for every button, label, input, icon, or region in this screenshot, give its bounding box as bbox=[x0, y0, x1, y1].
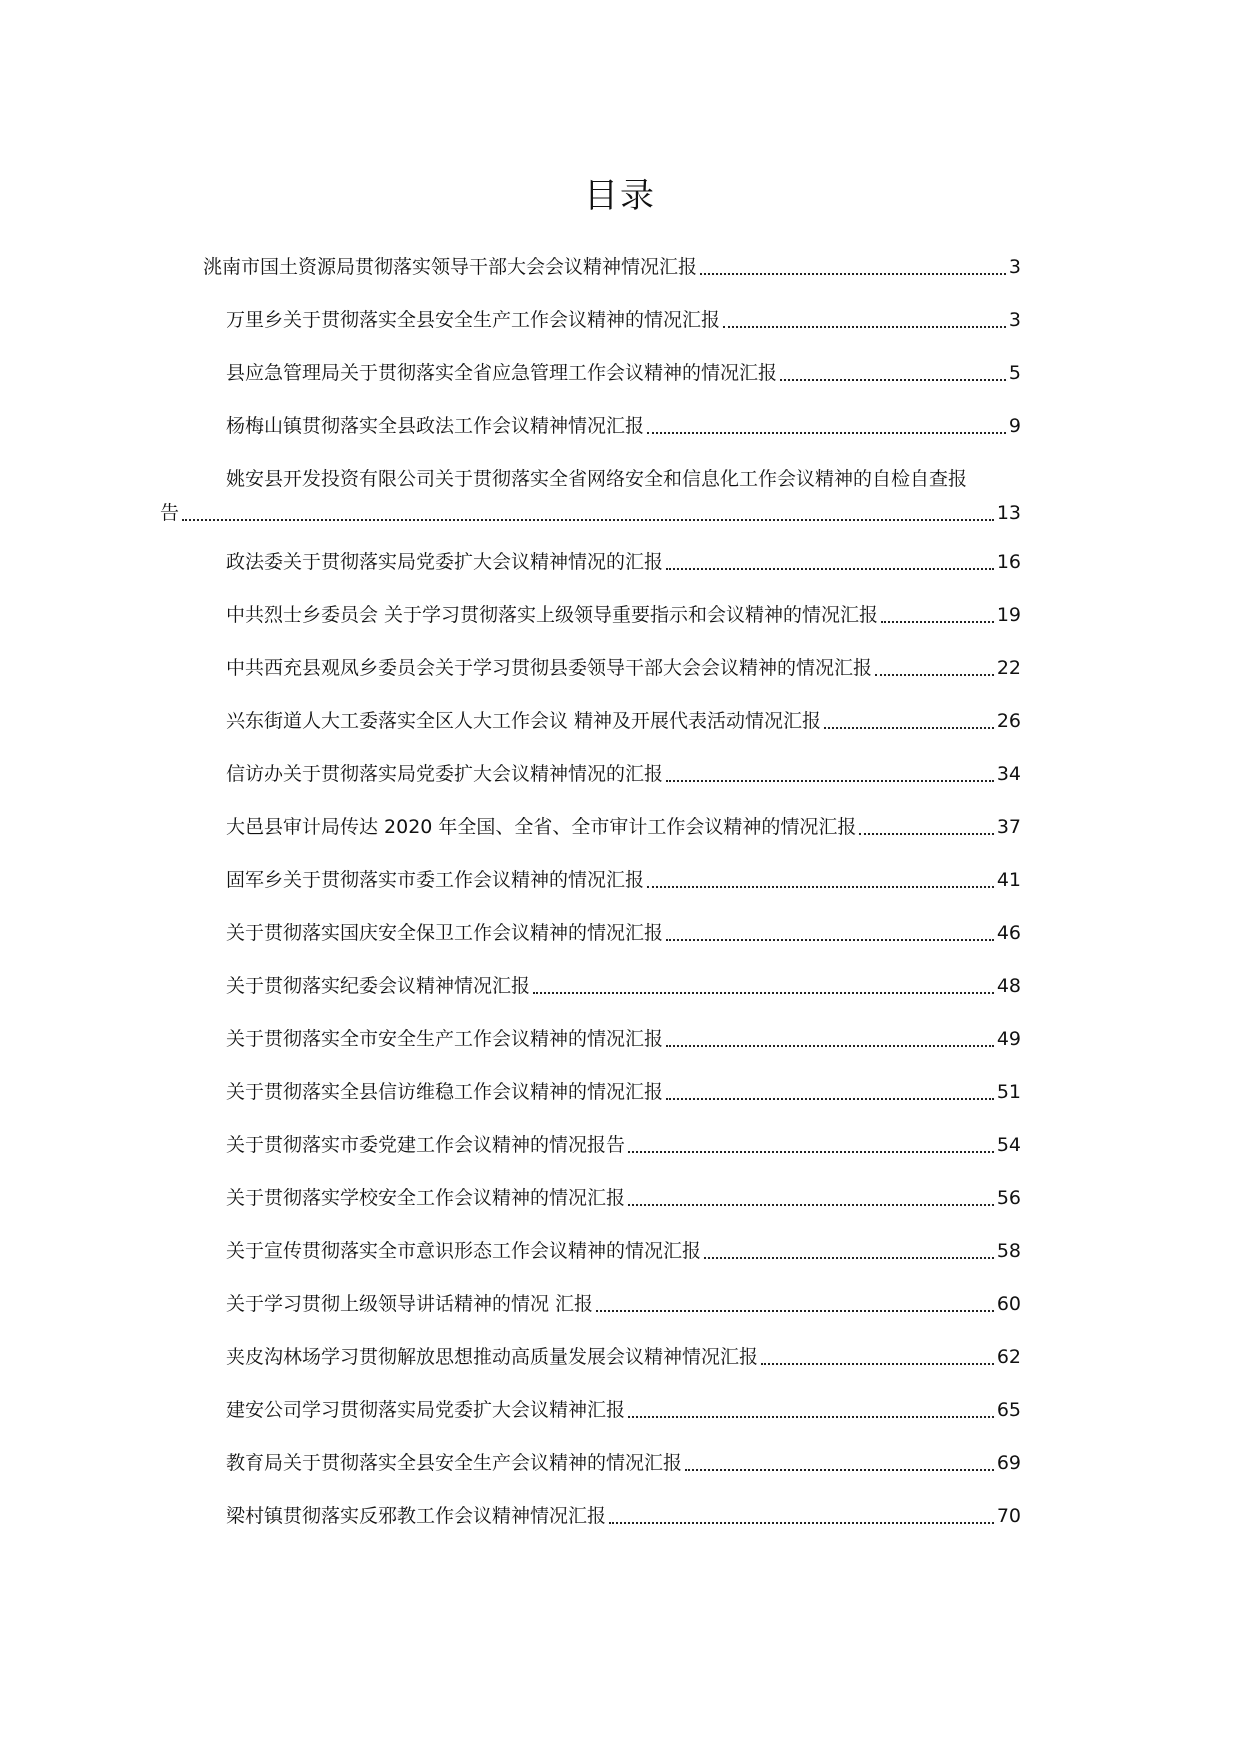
dot-leader bbox=[875, 674, 994, 676]
toc-entry-page: 9 bbox=[1008, 415, 1021, 437]
dot-leader bbox=[685, 1469, 994, 1471]
toc-entry-page: 16 bbox=[996, 551, 1021, 573]
dot-leader bbox=[666, 1098, 994, 1100]
toc-entry-title: 关于贯彻落实全市安全生产工作会议精神的情况汇报 bbox=[226, 1028, 664, 1050]
dot-leader bbox=[666, 780, 994, 782]
dot-leader bbox=[647, 886, 994, 888]
toc-entry-title: 夹皮沟林场学习贯彻解放思想推动高质量发展会议精神情况汇报 bbox=[226, 1346, 759, 1368]
toc-entry-title: 杨梅山镇贯彻落实全县政法工作会议精神情况汇报 bbox=[226, 415, 645, 437]
toc-entry[interactable] bbox=[226, 969, 1021, 1003]
dot-leader bbox=[881, 621, 994, 623]
toc-entry[interactable] bbox=[226, 1075, 1021, 1109]
toc-entry[interactable] bbox=[226, 356, 1021, 390]
toc-entry-page: 60 bbox=[996, 1293, 1021, 1315]
toc-entry-page: 49 bbox=[996, 1028, 1021, 1050]
toc-entry-page: 65 bbox=[996, 1399, 1021, 1421]
toc-entry[interactable] bbox=[226, 651, 1021, 685]
toc-entry-title: 万里乡关于贯彻落实全县安全生产工作会议精神的情况汇报 bbox=[226, 309, 721, 331]
dot-leader bbox=[596, 1310, 994, 1312]
toc-entry[interactable] bbox=[226, 1234, 1021, 1268]
toc-entry-title: 关于贯彻落实纪委会议精神情况汇报 bbox=[226, 975, 531, 997]
toc-entry-page: 70 bbox=[996, 1505, 1021, 1527]
toc-entry-title: 中共烈士乡委员会 关于学习贯彻落实上级领导重要指示和会议精神的情况汇报 bbox=[226, 604, 879, 626]
toc-entry-title: 关于贯彻落实国庆安全保卫工作会议精神的情况汇报 bbox=[226, 922, 664, 944]
toc-entry-page: 13 bbox=[996, 502, 1021, 524]
toc-entry-title: 教育局关于贯彻落实全县安全生产会议精神的情况汇报 bbox=[226, 1452, 683, 1474]
toc-entry-title: 关于学习贯彻上级领导讲话精神的情况 汇报 bbox=[226, 1293, 594, 1315]
toc-entry[interactable] bbox=[226, 303, 1021, 337]
toc-entry-page: 34 bbox=[996, 763, 1021, 785]
toc-entry[interactable] bbox=[226, 916, 1021, 950]
toc-entry-page: 3 bbox=[1008, 309, 1021, 331]
toc-entry-page: 3 bbox=[1008, 256, 1021, 278]
toc-entry[interactable] bbox=[226, 545, 1021, 579]
toc-entry[interactable] bbox=[226, 1022, 1021, 1056]
dot-leader bbox=[700, 273, 1006, 275]
toc-entry-page: 41 bbox=[996, 869, 1021, 891]
toc-entry-page: 58 bbox=[996, 1240, 1021, 1262]
dot-leader bbox=[780, 379, 1006, 381]
toc-entry-page: 56 bbox=[996, 1187, 1021, 1209]
dot-leader bbox=[182, 519, 994, 521]
toc-entry-page: 37 bbox=[996, 816, 1021, 838]
toc-entry[interactable] bbox=[226, 1128, 1021, 1162]
toc-entry-title: 关于贯彻落实全县信访维稳工作会议精神的情况汇报 bbox=[226, 1081, 664, 1103]
toc-entry-page: 26 bbox=[996, 710, 1021, 732]
dot-leader bbox=[628, 1204, 994, 1206]
toc-entry-page: 69 bbox=[996, 1452, 1021, 1474]
dot-leader bbox=[609, 1522, 994, 1524]
toc-entry-title: 大邑县审计局传达 2020 年全国、全省、全市审计工作会议精神的情况汇报 bbox=[226, 816, 857, 838]
dot-leader bbox=[859, 833, 993, 835]
dot-leader bbox=[824, 727, 994, 729]
toc-entry-page: 54 bbox=[996, 1134, 1021, 1156]
toc-entry-title: 政法委关于贯彻落实局党委扩大会议精神情况的汇报 bbox=[226, 551, 664, 573]
toc-entry-page: 51 bbox=[996, 1081, 1021, 1103]
toc-entry[interactable] bbox=[226, 1287, 1021, 1321]
toc-entry-title: 中共西充县观凤乡委员会关于学习贯彻县委领导干部大会会议精神的情况汇报 bbox=[226, 657, 873, 679]
toc-entry[interactable] bbox=[226, 598, 1021, 632]
toc-entry-page: 19 bbox=[996, 604, 1021, 626]
toc-entry[interactable] bbox=[226, 1340, 1021, 1374]
dot-leader bbox=[723, 326, 1006, 328]
toc-entry[interactable] bbox=[226, 1499, 1021, 1533]
dot-leader bbox=[647, 432, 1006, 434]
dot-leader bbox=[761, 1363, 994, 1365]
toc-entry[interactable] bbox=[160, 462, 1021, 530]
toc-entry-title-continued: 告 bbox=[160, 502, 180, 524]
toc-entry-title: 固军乡关于贯彻落实市委工作会议精神的情况汇报 bbox=[226, 869, 645, 891]
toc-entry-title: 兴东街道人大工委落实全区人大工作会议 精神及开展代表活动情况汇报 bbox=[226, 710, 822, 732]
toc-entry-title: 县应急管理局关于贯彻落实全省应急管理工作会议精神的情况汇报 bbox=[226, 362, 778, 384]
dot-leader bbox=[666, 1045, 994, 1047]
dot-leader bbox=[704, 1257, 994, 1259]
toc-entry-page: 46 bbox=[996, 922, 1021, 944]
toc-entry-title: 姚安县开发投资有限公司关于贯彻落实全省网络安全和信息化工作会议精神的自检自查报 bbox=[226, 468, 968, 490]
toc-entry[interactable] bbox=[226, 810, 1021, 844]
toc-entry-page: 48 bbox=[996, 975, 1021, 997]
toc-entry[interactable] bbox=[226, 1181, 1021, 1215]
dot-leader bbox=[666, 939, 994, 941]
dot-leader bbox=[666, 568, 994, 570]
toc-entry-title: 关于贯彻落实市委党建工作会议精神的情况报告 bbox=[226, 1134, 626, 1156]
page-title: 目录 bbox=[584, 176, 656, 216]
toc-entry[interactable] bbox=[226, 704, 1021, 738]
toc-entry-title: 洮南市国土资源局贯彻落实领导干部大会会议精神情况汇报 bbox=[203, 256, 698, 278]
toc-entry-page: 22 bbox=[996, 657, 1021, 679]
toc-entry[interactable] bbox=[226, 1446, 1021, 1480]
dot-leader bbox=[628, 1416, 994, 1418]
toc-entry[interactable] bbox=[203, 250, 1021, 284]
toc-entry-title: 信访办关于贯彻落实局党委扩大会议精神情况的汇报 bbox=[226, 763, 664, 785]
dot-leader bbox=[533, 992, 994, 994]
toc-entry-title: 关于宣传贯彻落实全市意识形态工作会议精神的情况汇报 bbox=[226, 1240, 702, 1262]
toc-entry-title: 关于贯彻落实学校安全工作会议精神的情况汇报 bbox=[226, 1187, 626, 1209]
dot-leader bbox=[628, 1151, 994, 1153]
toc-entry[interactable] bbox=[226, 1393, 1021, 1427]
toc-entry-title: 建安公司学习贯彻落实局党委扩大会议精神汇报 bbox=[226, 1399, 626, 1421]
toc-entry-page: 62 bbox=[996, 1346, 1021, 1368]
toc-entry[interactable] bbox=[226, 409, 1021, 443]
toc-entry-title: 梁村镇贯彻落实反邪教工作会议精神情况汇报 bbox=[226, 1505, 607, 1527]
toc-entry[interactable] bbox=[226, 863, 1021, 897]
toc-entry[interactable] bbox=[226, 757, 1021, 791]
toc-entry-page: 5 bbox=[1008, 362, 1021, 384]
